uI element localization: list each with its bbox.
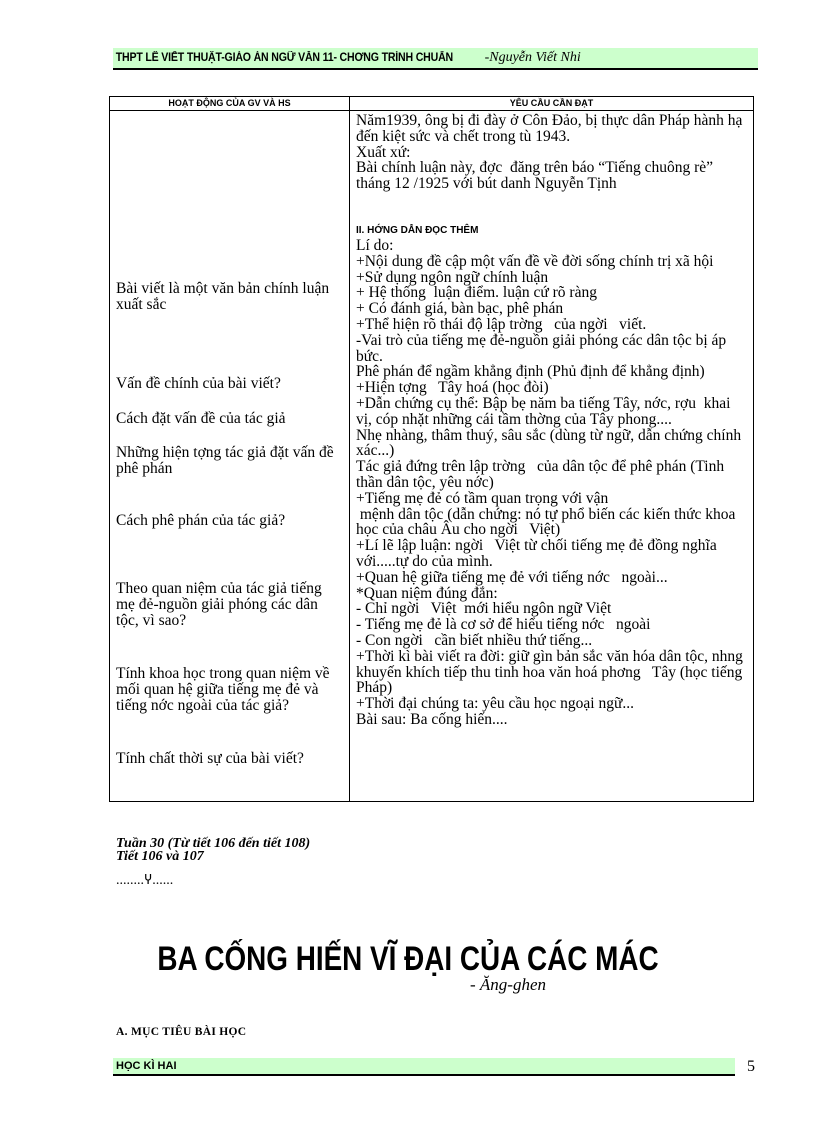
activity-item: Những hiện tợng tác giả đặt vấn đề phê phán <box>116 444 334 477</box>
requirements-cell <box>350 111 754 802</box>
activity-item: Tính khoa học trong quan niệm về mối quan hệ giữa tiếng mẹ đẻ và tiếng nớc ngoài của tác giả? <box>116 665 330 714</box>
period-line: Tiết 106 và 107 <box>116 849 204 864</box>
activity-item: Cách phê phán của tác giả? <box>116 512 286 529</box>
week-info <box>116 837 310 863</box>
activity-item: Theo quan niệm của tác giả tiếng mẹ đẻ-nguồn giải phóng các dân tộc, vì sao? <box>116 580 322 629</box>
activity-item: Bài viết là một văn bản chính luận xuất sắc <box>116 280 330 313</box>
activity-item: Tính chất thời sự của bài viết? <box>116 750 304 767</box>
page-number: 5 <box>747 1058 755 1075</box>
separator-dots: ........ꚵ...... <box>116 873 174 888</box>
section-objectives-heading: A. MỤC TIÊU BÀI HỌC <box>116 1026 247 1038</box>
header-school-title: THPT LÊ VIẾT THUẬT-GIÁO ÁN NGỮ VĂN 11- CHƠNG TRÌNH CHUẨN <box>115 52 454 64</box>
activity-item: Vấn đề chính của bài viết? <box>116 375 281 392</box>
col-header-requirements: YÊU CẦU CẦN ĐẠT <box>350 97 754 111</box>
footer-semester: HỌC KÌ HAI <box>116 1060 177 1072</box>
requirements-text-intro: Năm1939, ông bị đi đày ở Côn Đảo, bị thực dân Pháp hành hạ đến kiệt sức và chết trong tù 1943. Xuất xứ: Bài chính luận này, đợc đăng trên báo “Tiếng chuông rè” tháng 12 /1925 với bút danh Nguyễn Tịnh <box>356 112 743 193</box>
header-author: -Nguyễn Viết Nhi <box>484 50 581 65</box>
page-header <box>113 48 758 70</box>
activities-cell <box>110 111 350 802</box>
activity-item: Cách đặt vấn đề của tác giả <box>116 410 286 427</box>
lesson-table <box>109 96 754 802</box>
requirements-text-main: Lí do: +Nội dung đề cập một vấn đề về đời sống chính trị xã hội +Sử dụng ngôn ngữ chính luận + Hệ thống luận điểm. luận cứ rõ ràng + Có đánh giá, bàn bạc, phê phán +Thể hiện rõ thái độ lập trờng của ngời viết. -Vai trò của tiếng mẹ đẻ-nguồn giải phóng các dân tộc bị áp bức. Phê phán để ngầm khẳng định (Phủ định để khẳng định) +Hiện tợng Tây hoá (học đòi) +Dẫn chứng cụ thể: Bập bẹ năm ba tiếng Tây, nớc, rợu khai vị, cóp nhặt những cái tầm thờng của Tây phong.... Nhẹ nhàng, thâm thuý, sâu sắc (dùng từ ngữ, dẫn chứng chính xác...) Tác giả đứng trên lập trờng của dân tộc để phê phán (Tinh thần dân tộc, yêu nớc) +Tiếng mẹ đẻ có tầm quan trọng với vận mệnh dân tộc (dẫn chứng: nó tự phổ biến các kiến thức khoa học của châu Âu cho ngời Việt) +Lí lẽ lập luận: ngời Việt từ chối tiếng mẹ đẻ đồng nghĩa với.....tự do của mình. +Quan hệ giữa tiếng mẹ đẻ với tiếng nớc ngoài... *Quan niệm đúng đắn: - Chỉ ngời Việt mới hiểu ngôn ngữ Việt - Tiếng mẹ đẻ là cơ sở để hiểu tiếng nớc ngoài - Con ngời cần biết nhiều thứ tiếng... +Thời kì bài viết ra đời: giữ gìn bản sắc văn hóa dân tộc, nhng khuyến khích tiếp thu tinh hoa văn hoá phơng Tây (học tiếng Pháp) +Thời đại chúng ta: yêu cầu học ngoại ngữ... Bài sau: Ba cống hiến.... <box>356 237 743 728</box>
col-header-activities: HOẠT ĐỘNG CỦA GV VÀ HS <box>110 97 350 111</box>
week-line: Tuần 30 (Từ tiết 106 đến tiết 108) <box>116 836 311 851</box>
section-heading-reading-guide: II. HỚNG DẪN ĐỌC THÊM <box>356 225 479 236</box>
page-footer <box>113 1058 735 1076</box>
lesson-title: BA CỐNG HIẾN VĨ ĐẠI CỦA CÁC MÁC <box>157 940 659 978</box>
lesson-author: - Ăng-ghen <box>470 975 547 994</box>
